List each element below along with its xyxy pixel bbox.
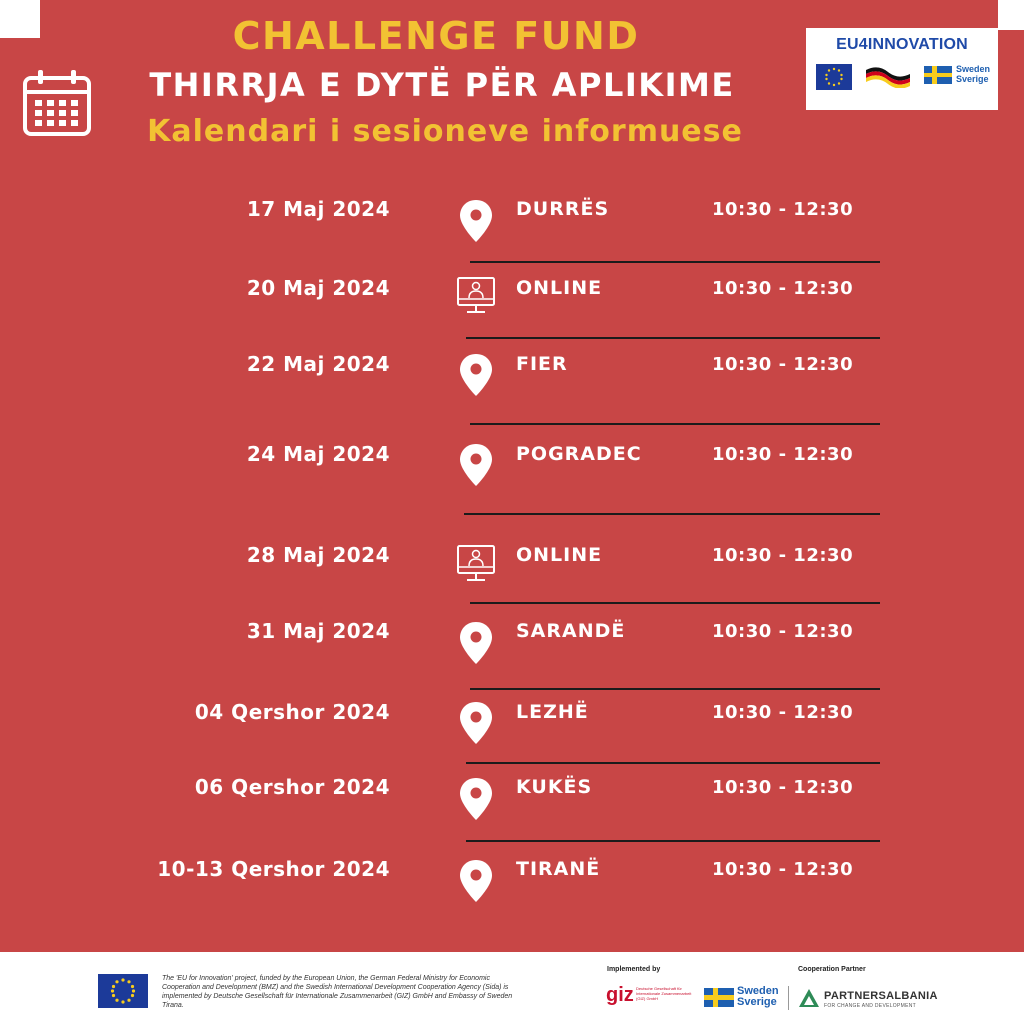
eu-flag-icon: [816, 64, 852, 90]
session-date: 28 Maj 2024: [246, 543, 390, 567]
session-time: 10:30 - 12:30: [712, 278, 854, 299]
session-time: 10:30 - 12:30: [712, 199, 854, 220]
location-pin-icon: [456, 442, 496, 488]
corner-decoration-right: [998, 0, 1024, 30]
sweden-sverige-label: Sweden Sverige: [737, 985, 779, 1008]
row-divider: [466, 840, 880, 842]
eu-flag-icon: [98, 974, 148, 1008]
location-pin-icon: [456, 198, 496, 244]
row-divider: [470, 423, 880, 425]
calendar-subtitle: Kalendari i sesioneve informuese: [147, 114, 743, 149]
session-date: 06 Qershor 2024: [194, 775, 390, 799]
session-time: 10:30 - 12:30: [712, 621, 854, 642]
session-date: 22 Maj 2024: [246, 352, 390, 376]
location-pin-icon: [456, 700, 496, 746]
sweden-flag-icon: [704, 988, 734, 1007]
session-location: POGRADEC: [516, 443, 642, 465]
row-divider: [470, 688, 880, 690]
implemented-by-label: Implemented by: [607, 966, 661, 973]
sweden-label: Sweden Sverige: [956, 64, 991, 84]
footer: [0, 952, 1024, 1024]
row-divider: [470, 261, 880, 263]
session-date: 17 Maj 2024: [246, 197, 390, 221]
partners-albania-name: PARTNERSALBANIA: [824, 990, 938, 1002]
session-time: 10:30 - 12:30: [712, 702, 854, 723]
online-monitor-icon: [456, 542, 496, 588]
sweden-flag-icon: [924, 66, 952, 84]
session-location: DURRËS: [516, 198, 610, 220]
session-date: 31 Maj 2024: [246, 619, 390, 643]
location-pin-icon: [456, 776, 496, 822]
session-time: 10:30 - 12:30: [712, 545, 854, 566]
eu4innovation-logo: [806, 28, 998, 110]
session-location: SARANDË: [516, 620, 626, 642]
session-date: 24 Maj 2024: [246, 442, 390, 466]
funding-disclaimer: The 'EU for Innovation' project, funded by the European Union, the German Federal Ministry for Economic Cooperation and Development (BMZ) and the Swedish International Development Cooperation Agency (Sida) is implemented by Deutsche Gesellschaft für Internationale Zusammenarbeit (GIZ) GmbH and Embassy of Sweden Tirana.: [162, 975, 513, 1009]
session-time: 10:30 - 12:30: [712, 444, 854, 465]
location-pin-icon: [456, 620, 496, 666]
session-location: KUKËS: [516, 776, 593, 798]
row-divider: [466, 762, 880, 764]
row-divider: [470, 602, 880, 604]
session-time: 10:30 - 12:30: [712, 859, 854, 880]
session-location: TIRANË: [516, 858, 601, 880]
session-location: ONLINE: [516, 277, 603, 299]
partners-albania-tagline: FOR CHANGE AND DEVELOPMENT: [824, 1003, 916, 1009]
logo-title: EU4INNOVATION: [836, 36, 968, 53]
row-divider: [466, 337, 880, 339]
cooperation-partner-label: Cooperation Partner: [798, 966, 866, 973]
location-pin-icon: [456, 352, 496, 398]
call-title: THIRRJA E DYTË PËR APLIKIME: [149, 66, 735, 104]
session-time: 10:30 - 12:30: [712, 354, 854, 375]
session-date: 04 Qershor 2024: [194, 700, 390, 724]
session-date: 20 Maj 2024: [246, 276, 390, 300]
online-monitor-icon: [456, 274, 496, 320]
row-divider: [464, 513, 880, 515]
session-location: ONLINE: [516, 544, 603, 566]
german-cooperation-icon: [864, 66, 912, 88]
challenge-fund-title: CHALLENGE FUND: [232, 14, 640, 58]
session-location: LEZHË: [516, 701, 589, 723]
session-location: FIER: [516, 353, 568, 375]
logo-separator: [788, 986, 789, 1010]
giz-subtitle: Deutsche Gesellschaft für Internationale Zusammenarbeit (GIZ) GmbH: [636, 986, 692, 1001]
partners-albania-icon: [798, 988, 820, 1008]
giz-logo: giz: [606, 984, 634, 1006]
session-date: 10-13 Qershor 2024: [157, 857, 390, 881]
session-time: 10:30 - 12:30: [712, 777, 854, 798]
location-pin-icon: [456, 858, 496, 904]
